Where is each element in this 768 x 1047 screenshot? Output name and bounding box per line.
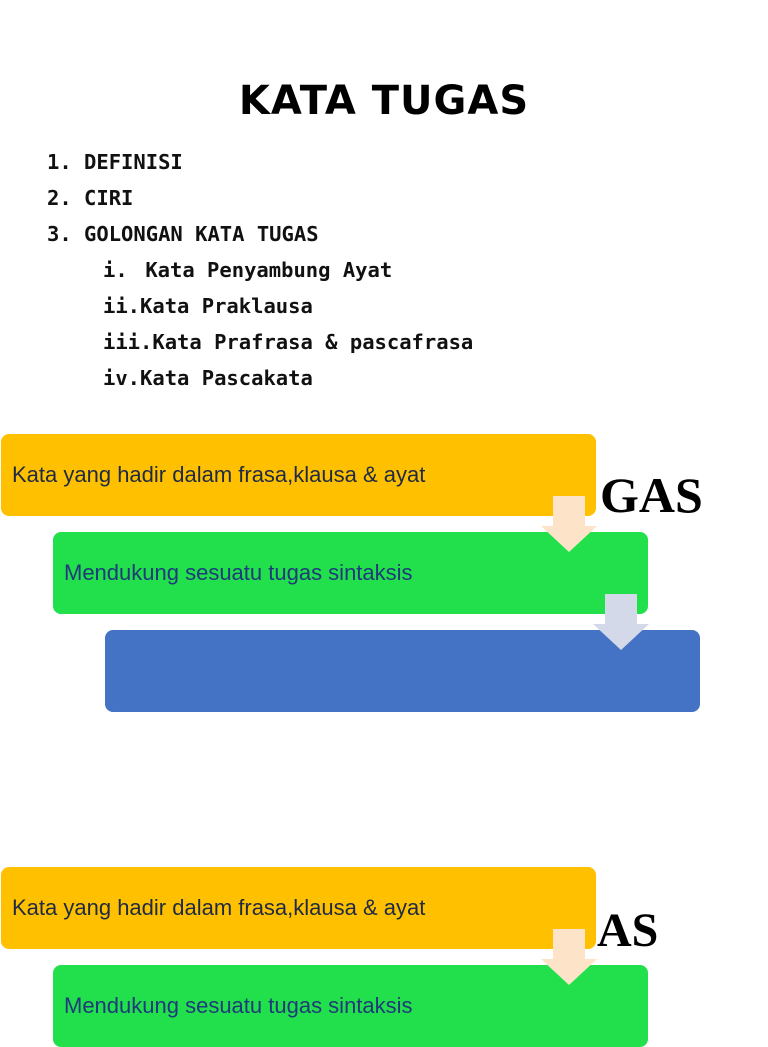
outline-list xyxy=(47,148,473,400)
sub-list-item xyxy=(47,364,473,400)
sub-item-number: iv. xyxy=(103,366,141,390)
item-label: CIRI xyxy=(84,186,134,210)
flow-box-text: Kata yang hadir dalam frasa,klausa & ayat xyxy=(12,895,426,920)
down-arrow-icon xyxy=(541,929,597,985)
down-arrow-icon xyxy=(541,496,597,552)
sub-item-label: Kata Prafrasa & pascafrasa xyxy=(152,330,474,354)
sub-item-number: i. xyxy=(103,258,128,282)
sub-list-item xyxy=(47,328,473,364)
sub-item-number: ii. xyxy=(103,294,141,318)
flow-box-text: Mendukung sesuatu tugas sintaksis xyxy=(64,560,413,585)
item-number: 3. xyxy=(47,222,72,246)
flow-box-text: Kata yang hadir dalam frasa,klausa & ayat xyxy=(12,462,426,487)
list-item xyxy=(47,148,473,184)
occluded-heading-text: GAS xyxy=(600,467,703,523)
sub-list-item xyxy=(47,292,473,328)
flow-box-definition-2 xyxy=(1,867,596,949)
page-title: KATA TUGAS xyxy=(238,78,530,124)
sub-list-item xyxy=(47,256,473,292)
flow-box-definition-1 xyxy=(1,434,596,516)
sub-item-label: Kata Praklausa xyxy=(140,294,313,318)
sub-item-label: Kata Pascakata xyxy=(140,366,313,390)
item-label: DEFINISI xyxy=(84,150,183,174)
flow-box-text: Mendukung sesuatu tugas sintaksis xyxy=(64,993,413,1018)
item-label: GOLONGAN KATA TUGAS xyxy=(84,222,319,246)
sub-item-label: Kata Penyambung Ayat xyxy=(145,258,393,282)
item-number: 1. xyxy=(47,150,72,174)
sub-item-number: iii. xyxy=(103,330,153,354)
item-number: 2. xyxy=(47,186,72,210)
list-item xyxy=(47,220,473,256)
occluded-heading-text: AS xyxy=(597,904,659,957)
list-item xyxy=(47,184,473,220)
down-arrow-icon xyxy=(593,594,649,650)
